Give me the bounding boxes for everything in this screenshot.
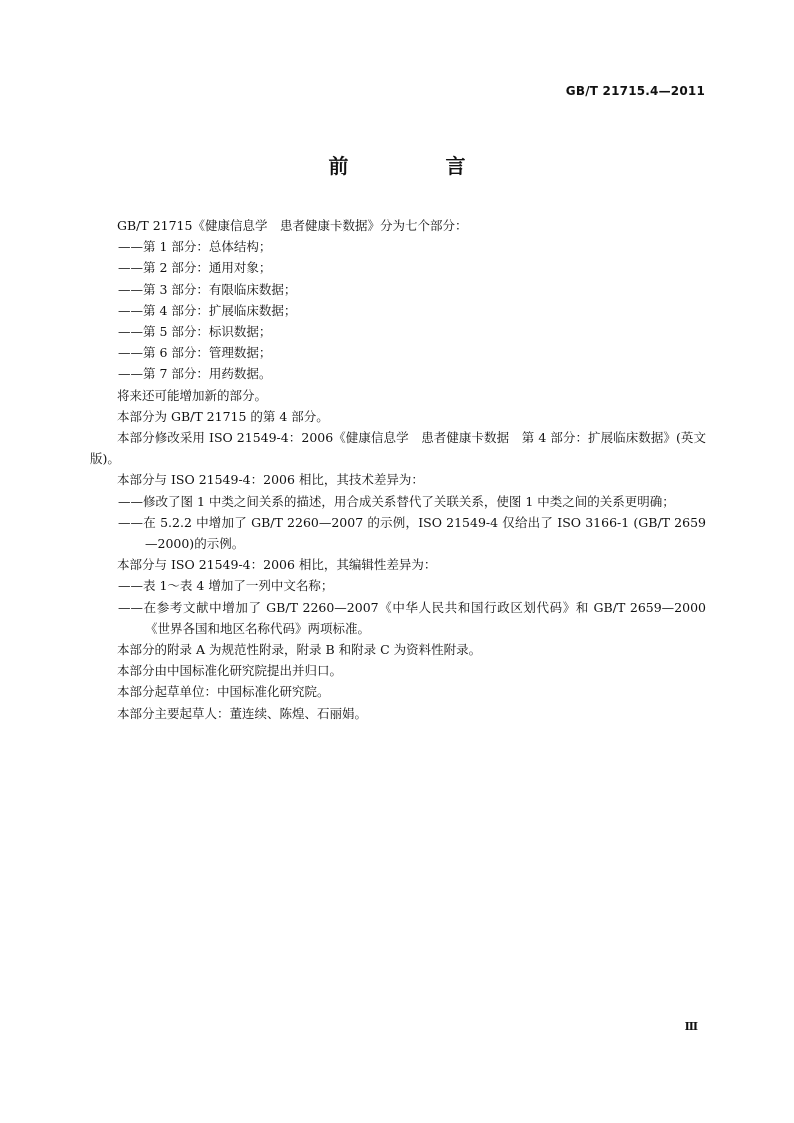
paragraph: 本部分与 ISO 21549-4：2006 相比，其技术差异为： bbox=[117, 472, 424, 488]
list-item: ——第 5 部分：标识数据； bbox=[118, 324, 272, 340]
paragraph: GB/T 21715《健康信息学 患者健康卡数据》分为七个部分： bbox=[117, 218, 468, 233]
page-number: Ⅲ bbox=[684, 1020, 698, 1033]
list-item: ——在 5.2.2 中增加了 GB/T 2260—2007 的示例，ISO 21549-4 仅给出了 ISO 3166-1 (GB/T 2659—2000)的示例。 bbox=[118, 514, 706, 552]
list-item: ——第 6 部分：管理数据； bbox=[118, 345, 272, 361]
list-item: ——在参考文献中增加了 GB/T 2260—2007《中华人民共和国行政区划代码》和 GB/T 2659—2000《世界各国和地区名称代码》两项标准。 bbox=[118, 599, 706, 636]
page-title: 前 言 bbox=[328, 154, 511, 178]
paragraph: 本部分为 GB/T 21715 的第 4 部分。 bbox=[117, 408, 329, 424]
foreword-body bbox=[90, 215, 706, 724]
list-item: ——表 1～表 4 增加了一列中文名称； bbox=[118, 578, 334, 594]
list-item: ——第 1 部分：总体结构； bbox=[118, 239, 272, 255]
paragraph: 本部分修改采用 ISO 21549-4：2006《健康信息学 患者健康卡数据 第 4 部分：扩展临床数据》(英文版)。 bbox=[90, 430, 706, 467]
standard-number: GB/T 21715.4—2011 bbox=[565, 84, 705, 98]
paragraph: 将来还可能增加新的部分。 bbox=[117, 387, 268, 403]
list-item: ——修改了图 1 中类之间关系的描述，用合成关系替代了关联关系，使图 1 中类之间的关系更明确； bbox=[118, 493, 675, 509]
paragraph: 本部分的附录 A 为规范性附录，附录 B 和附录 C 为资料性附录。 bbox=[117, 642, 482, 658]
list-item: ——第 4 部分：扩展临床数据； bbox=[118, 302, 297, 318]
list-item: ——第 3 部分：有限临床数据； bbox=[118, 281, 297, 297]
paragraph: 本部分由中国标准化研究院提出并归口。 bbox=[117, 663, 343, 679]
paragraph: 本部分与 ISO 21549-4：2006 相比，其编辑性差异为： bbox=[117, 557, 437, 573]
paragraph: 本部分起草单位：中国标准化研究院。 bbox=[117, 684, 330, 700]
list-item: ——第 2 部分：通用对象； bbox=[118, 260, 272, 276]
list-item: ——第 7 部分：用药数据。 bbox=[118, 366, 272, 382]
paragraph: 本部分主要起草人：董连续、陈煌、石丽娟。 bbox=[117, 705, 368, 721]
